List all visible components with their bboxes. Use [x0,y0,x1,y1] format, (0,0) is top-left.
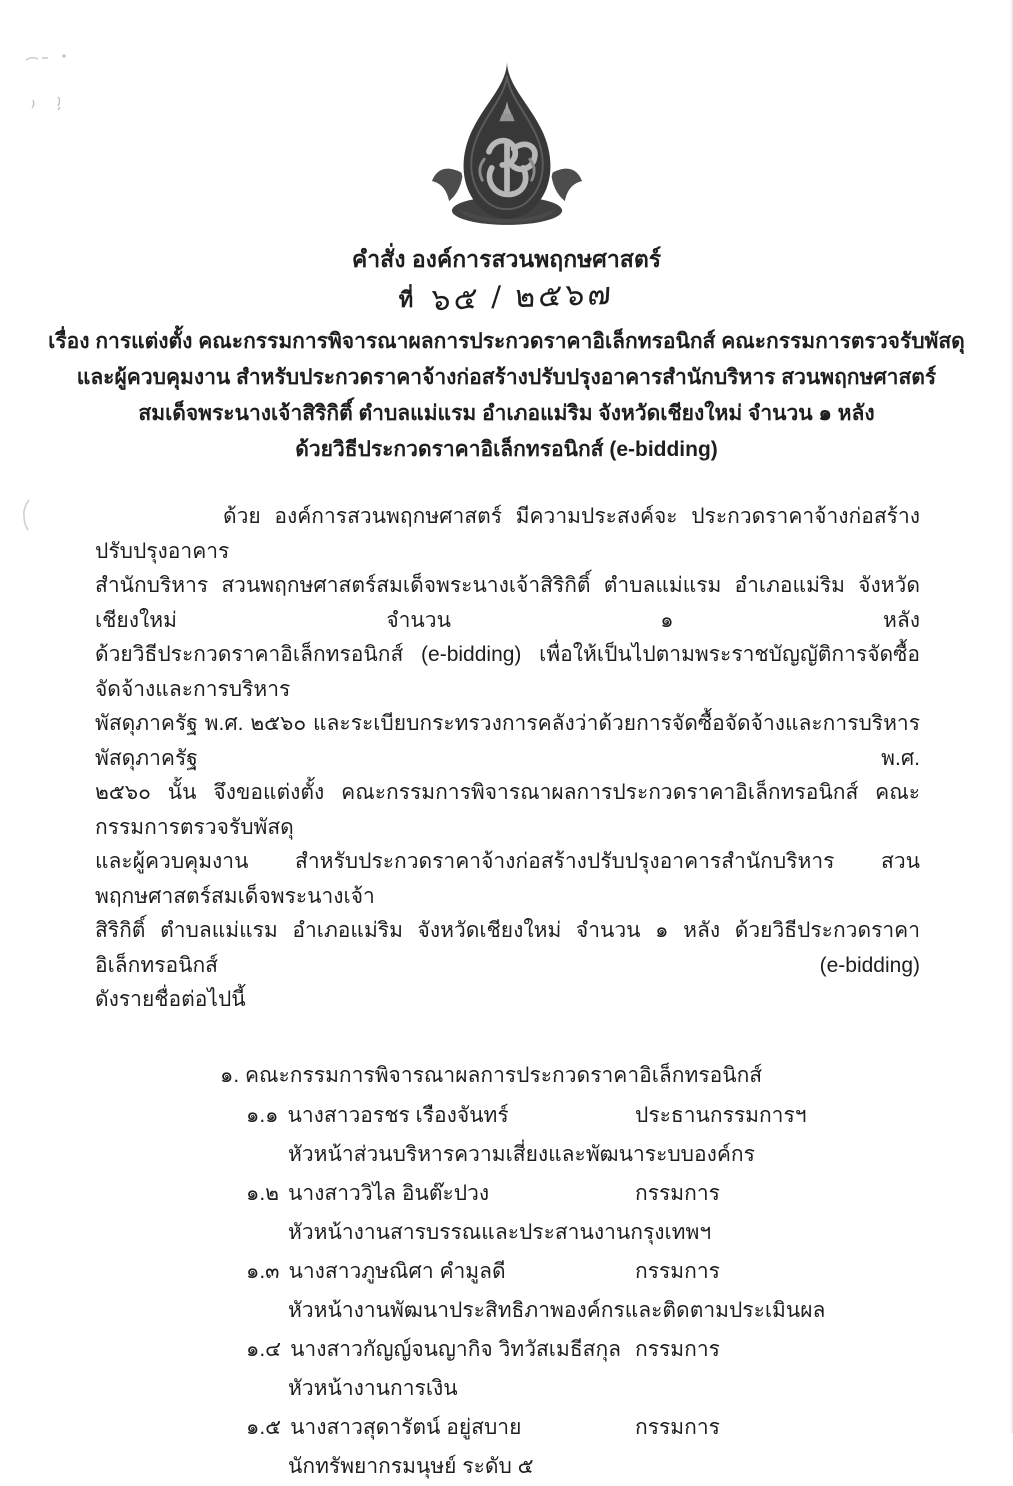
subject-line: เรื่อง การแต่งตั้ง คณะกรรมการพิจารณาผลการประกวดราคาอิเล็กทรอนิกส์ คณะกรรมการตรวจรับพัสดุ [48,330,965,353]
subject-block [0,324,1013,468]
committee-member-list [0,1096,1013,1486]
committee-member [0,1408,1013,1486]
member-position-title: นักทรัพยากรมนุษย์ ระดับ ๕ [288,1454,534,1478]
document-header [0,0,1013,232]
member-name: นางสาวสุดารัตน์ อยู่สบาย [290,1415,522,1439]
member-name-cell [246,1408,635,1447]
member-position-title: หัวหน้าส่วนบริหารความเสี่ยงและพัฒนาระบบองค์กร [288,1142,755,1166]
member-name-row [246,1408,1013,1447]
subject-line: และผู้ควบคุมงาน สำหรับประกวดราคาจ้างก่อสร้างปรับปรุงอาคารสำนักบริหาร สวนพฤกษศาสตร์ [76,366,937,389]
member-number: ๑.๔ [246,1337,282,1361]
member-name-cell [246,1252,635,1291]
member-role: กรรมการ [635,1415,720,1439]
member-number: ๑.๓ [246,1259,280,1283]
member-name-cell [246,1174,635,1213]
member-name-cell [246,1096,635,1135]
committee-member [0,1252,1013,1330]
member-name: นางสาวภูษณิศา คำมูลดี [288,1259,506,1283]
member-role: กรรมการ [635,1259,720,1283]
member-name-row [246,1096,1013,1135]
pencil-mark [30,94,70,110]
member-position-title: หัวหน้างานพัฒนาประสิทธิภาพองค์กรและติดตามประเมินผล [288,1298,826,1322]
subject-line: สมเด็จพระนางเจ้าสิริกิติ์ ตำบลแม่แรม อำเภอแม่ริม จังหวัดเชียงใหม่ จำนวน ๑ หลัง [138,402,875,425]
body-line: และผู้ควบคุมงาน สำหรับประกวดราคาจ้างก่อสร้างปรับปรุงอาคารสำนักบริหาร สวนพฤกษศาสตร์สมเด็จพระนางเจ้า [95,850,920,908]
member-name-row [246,1252,1013,1291]
member-number: ๑.๑ [246,1103,279,1127]
royal-drop-emblem-icon [431,60,583,232]
member-name-cell [246,1330,635,1369]
body-line: ๒๕๖๐ นั้น จึงขอแต่งตั้ง คณะกรรมการพิจารณาผลการประกวดราคาอิเล็กทรอนิกส์ คณะกรรมการตรวจรับพัสดุ [95,781,920,839]
committee-section [0,1056,1013,1486]
member-number: ๑.๕ [246,1415,282,1439]
committee-member [0,1330,1013,1408]
member-role: ประธานกรรมการฯ [635,1103,807,1127]
body-line: พัสดุภาครัฐ พ.ศ. ๒๕๖๐ และระเบียบกระทรวงการคลังว่าด้วยการจัดซื้อจัดจ้างและการบริหารพัสดุภาครัฐ พ.ศ. [95,712,920,770]
member-name: นางสาววิไล อินต๊ะปวง [288,1181,490,1205]
member-name: นางสาวอรชร เรืองจันทร์ [287,1103,509,1127]
document-number-handwritten: ๖๕ / ๒๕๖๗ [430,275,616,318]
member-name: นางสาวกัญญ์จนญากิจ วิทวัสเมธีสกุล [290,1337,622,1361]
member-position-title: หัวหน้างานสารบรรณและประสานงานกรุงเทพฯ [288,1220,712,1244]
document-number [0,276,1013,318]
body-line: ดังรายชื่อต่อไปนี้ [95,988,246,1011]
member-position-title: หัวหน้างานการเงิน [288,1376,458,1400]
document-title: คำสั่ง องค์การสวนพฤกษศาสตร์ [351,246,662,272]
body-line: ด้วยวิธีประกวดราคาอิเล็กทรอนิกส์ (e-bidding) เพื่อให้เป็นไปตามพระราชบัญญัติการจัดซื้อจัดจ้างและการบริหาร [95,643,920,701]
body-line: สิริกิติ์ ตำบลแม่แรม อำเภอแม่ริม จังหวัดเชียงใหม่ จำนวน ๑ หลัง ด้วยวิธีประกวดราคาอิเล็กทรอนิกส์ (e-bidding) [95,919,920,977]
member-role: กรรมการ [635,1337,720,1361]
committee-member [0,1174,1013,1252]
document-number-prefix: ที่ [398,287,414,312]
committee-heading: ๑. คณะกรรมการพิจารณาผลการประกวดราคาอิเล็กทรอนิกส์ [220,1063,763,1087]
committee-member [0,1096,1013,1174]
member-number: ๑.๒ [246,1181,280,1205]
body-line: ด้วย องค์การสวนพฤกษศาสตร์ มีความประสงค์จะ ประกวดราคาจ้างก่อสร้างปรับปรุงอาคาร [95,505,920,563]
body-paragraph [95,500,920,1018]
pencil-mark [24,52,70,66]
member-name-row [246,1174,1013,1213]
member-role: กรรมการ [635,1181,720,1205]
pencil-mark [20,498,34,532]
body-line: สำนักบริหาร สวนพฤกษศาสตร์สมเด็จพระนางเจ้าสิริกิติ์ ตำบลแม่แรม อำเภอแม่ริม จังหวัดเชียงใหม่ จำนวน ๑ หลัง [95,574,920,632]
member-name-row [246,1330,1013,1369]
subject-line: ด้วยวิธีประกวดราคาอิเล็กทรอนิกส์ (e-bidding) [295,438,718,461]
